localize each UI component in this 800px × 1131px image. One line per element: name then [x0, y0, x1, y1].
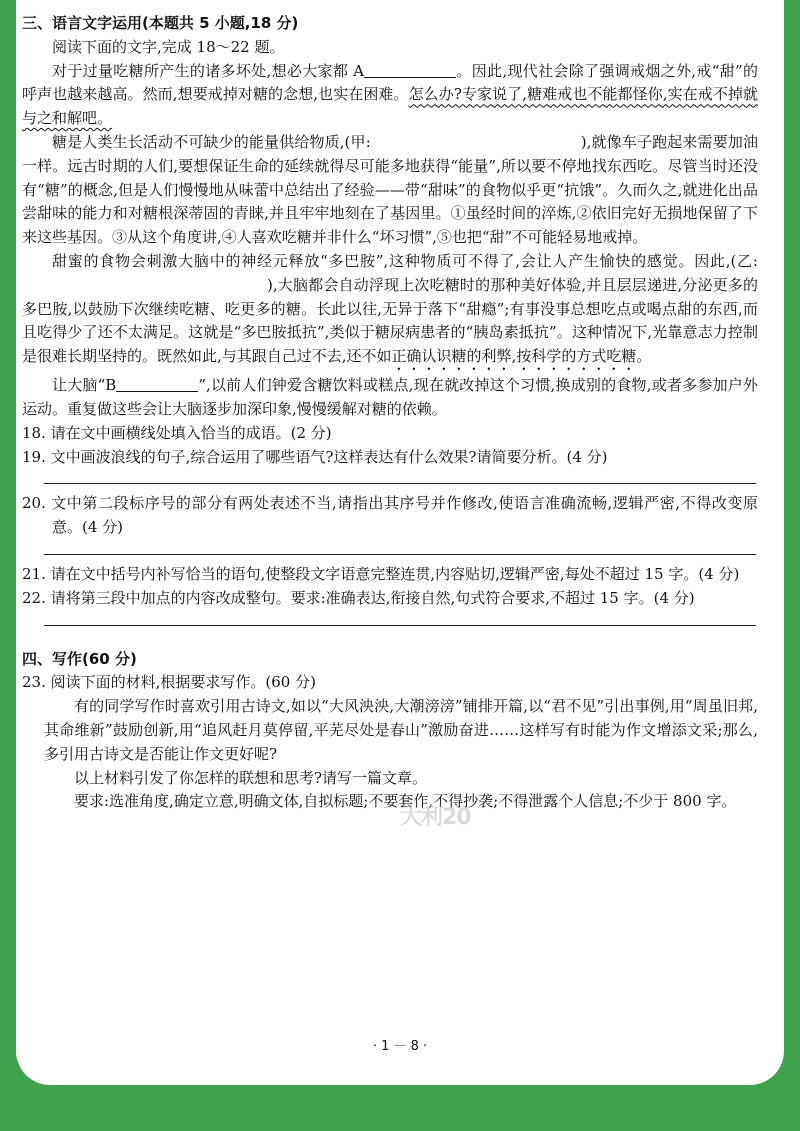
paragraph-4: 让大脑“B ”,以前人们钟爱含糖饮料或糕点,现在就改掉这个习惯,换成别的食物,或者多参加户外运动。重复做这些会让大脑逐步加深印象,慢慢缓解对糖的依赖。	[22, 376, 758, 418]
wavy-sentence: 怎么办?专家说了,糖难戒也不能都怪你,实在戒不掉就与之和解吧。	[22, 85, 758, 128]
requirements-text: 要求:选准角度,确定立意,明确文体,自拟标题;不要套作,不得抄袭;不得泄露个人信息;不少于 800 字。	[74, 792, 737, 811]
question-19: 19. 文中画波浪线的句子,综合运用了哪些语气?这样表达有什么效果?请简要分析。(4 分)	[22, 447, 608, 466]
question-21: 21. 请在文中括号内补写恰当的语句,使整段文字语意完整连贯,内容贴切,逻辑严密,每处不超过 15 字。(4 分)	[22, 564, 740, 583]
question-22: 22. 请将第三段中加点的内容改成整句。要求:准确表达,衔接自然,句式符合要求,不超过 15 字。(4 分)	[22, 588, 695, 607]
paragraph-2: 糖是人类生长活动不可缺少的能量供给物质,(甲: ),就像车子跑起来需要加油一样。远古时期的人们,要想保证生命的延续就得尽可能多地获得“能量”,所以要不停地找东西吃。尽管当时还没有“糖”的概念,但是人们慢慢地从味蕾中总结出了经验——带“甜味”的食物似乎更“抗饿”。久而久之,就进化出品尝甜味的能力和对糖根深蒂固的青睐,并且牢牢地刻在了基因里。①虽经时间的淬炼,②依旧完好无损地保留了下来这些基因。③从这个角度讲,④人喜欢吃糖并非什么“坏习惯”,⑤也把“甜”不可能轻易地戒掉。	[22, 132, 758, 247]
watermark-logo: 大利20	[400, 805, 471, 830]
exam-content	[22, 12, 758, 814]
dotted-text: 正确认识糖的利弊,按科学的方式吃糖	[391, 347, 637, 366]
prompt-text: 以上材料引发了你怎样的联想和思考?请写一篇文章。	[74, 768, 428, 787]
answer-line-20[interactable]	[44, 544, 756, 555]
section-4-title: 四、写作(60 分)	[22, 649, 137, 668]
question-23: 23. 阅读下面的材料,根据要求写作。(60 分)	[22, 673, 316, 692]
section-title: 三、语言文字运用(本题共 5 小题,18 分)	[22, 14, 299, 32]
paragraph-1: 对于过量吃糖所产生的诸多坏处,想必大家都 A 。因此,现代社会除了强调戒烟之外,戒“甜”的呼声也越来越高。然而,想要戒掉对糖的念想,也实在困难。怎么办?专家说了,糖难戒也不能都怪你,实在戒不掉就与之和解吧。	[22, 61, 759, 128]
question-20: 20. 文中第二段标序号的部分有两处表述不当,请指出其序号并作修改,使语言准确流畅,逻辑严密,不得改变原意。(4 分)	[22, 494, 758, 537]
material-text: 有的同学写作时喜欢引用古诗文,如以“大风泱泱,大潮滂滂”铺排开篇,以“君不见”引出事例,用“周虽旧邦,其命维新”鼓励创新,用“追风赶月莫停留,平芜尽处是春山”激励奋进……这样写有时能为作文增添文采;那么,多引用古诗文是否能让作文更好呢?	[44, 697, 758, 763]
reading-instruction: 阅读下面的文字,完成 18～22 题。	[52, 37, 285, 56]
page-number: · 1 － 8 ·	[372, 1039, 428, 1054]
paragraph-3: 甜蜜的食物会刺激大脑中的神经元释放“多巴胺”,这种物质可不得了,会让人产生愉快的感觉。因此,(乙:),大脑都会自动浮现上次吃糖时的那种美好体验,并且层层递进,分泌更多的多巴胺,以鼓励下次继续吃糖、吃更多的糖。长此以往,无异于落下“甜瘾”;有事没事总想吃点或喝点甜的东西,而且吃得少了还不太满足。这就是“多巴胺抵抗”,类似于糖尿病患者的“胰岛素抵抗”。这种情况下,光靠意志力控制是很难长期坚持的。既然如此,与其跟自己过不去,还不如正确认识糖的利弊,按科学的方式吃糖。	[22, 251, 758, 366]
blank-a[interactable]	[364, 61, 456, 78]
question-18: 18. 请在文中画横线处填入恰当的成语。(2 分)	[22, 423, 332, 442]
blank-b[interactable]	[116, 375, 198, 392]
answer-line-19[interactable]	[44, 473, 756, 484]
answer-line-22[interactable]	[44, 615, 756, 626]
